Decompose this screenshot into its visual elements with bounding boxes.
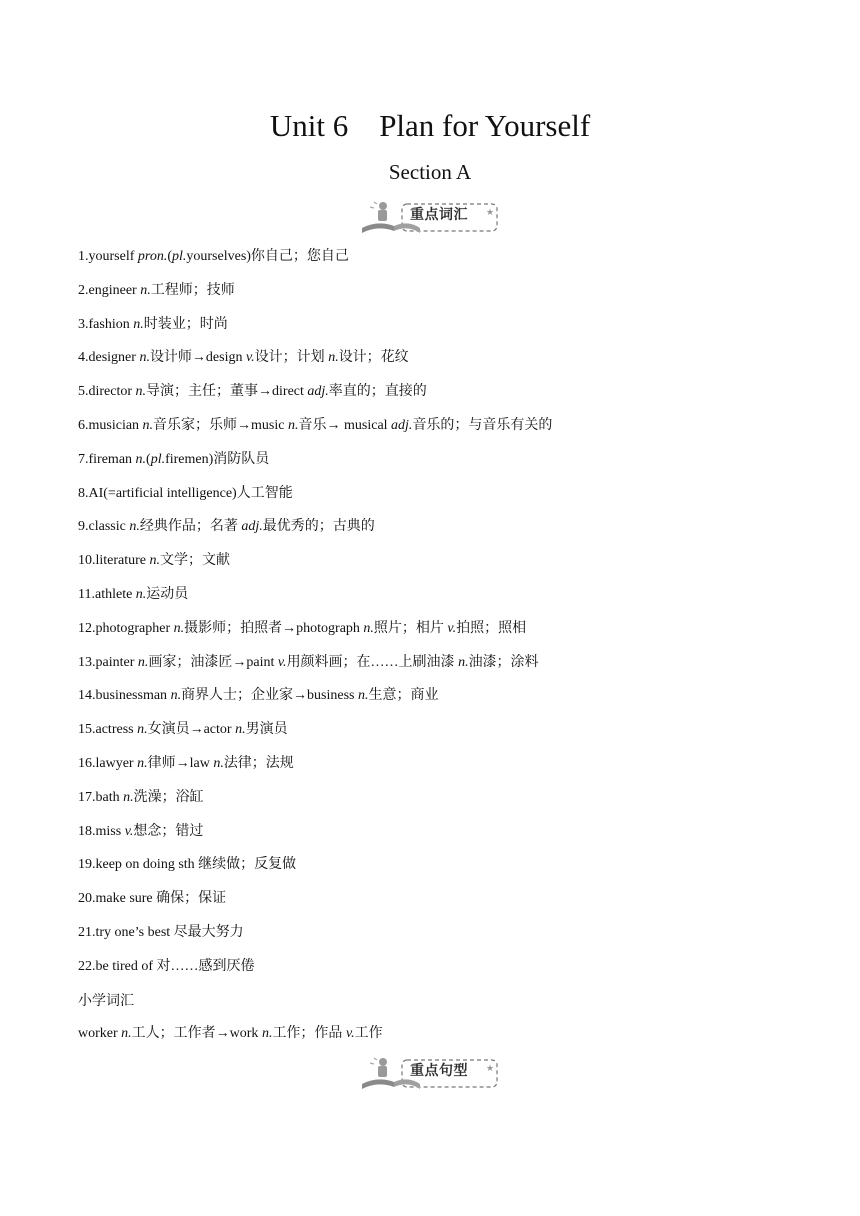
vocab-text: firemen)消防队员	[165, 451, 270, 467]
vocab-text: 律师→law	[147, 755, 214, 771]
vocab-text: 7.fireman	[78, 451, 136, 467]
part-of-speech: n.	[261, 1026, 273, 1042]
vocab-item	[78, 584, 798, 618]
vocab-item	[78, 821, 798, 855]
part-of-speech: n.	[235, 722, 246, 738]
part-of-speech: n.	[213, 755, 224, 771]
vocab-text: yourselves)你自己；您自己	[186, 249, 349, 264]
page-title: Unit 6 Plan for Yourself	[269, 108, 591, 143]
vocab-item	[78, 753, 798, 787]
vocab-item	[78, 685, 798, 719]
vocab-item	[78, 888, 798, 922]
vocab-item	[78, 1023, 798, 1057]
vocab-item	[78, 787, 798, 821]
vocab-item	[78, 550, 798, 584]
vocab-text: 14.businessman	[78, 688, 171, 704]
part-of-speech: n.	[358, 688, 369, 704]
part-of-speech: n.	[137, 722, 148, 738]
vocab-list	[78, 246, 798, 1057]
vocab-text: 运动员	[146, 586, 189, 602]
vocab-text: 17.bath	[78, 789, 124, 805]
vocab-text: 拍照；照相	[456, 620, 527, 636]
vocab-text: 用颜料画；在……上刷油漆	[286, 654, 459, 670]
vocab-text: 20.make sure 确保；保证	[78, 891, 227, 907]
vocab-banner-label: 重点词汇	[410, 207, 468, 223]
vocab-text: 文学；文献	[160, 553, 231, 569]
part-of-speech: n.	[133, 316, 144, 332]
vocab-text: 3.fashion	[78, 316, 134, 332]
part-of-speech: n.	[142, 417, 154, 433]
part-of-speech: v.	[124, 823, 134, 839]
vocab-item	[78, 652, 798, 686]
vocab-text: 油漆；涂料	[468, 654, 539, 670]
vocab-text: 设计；计划	[254, 350, 329, 366]
part-of-speech: n.	[139, 350, 150, 366]
vocab-text: 2.engineer	[78, 282, 141, 298]
vocab-text: 1.yourself	[78, 249, 138, 264]
vocab-text: 音乐家；乐师→music	[153, 417, 288, 433]
vocab-text: (	[167, 249, 172, 264]
vocab-item	[78, 618, 798, 652]
part-of-speech: v.	[246, 350, 255, 366]
vocab-text: 设计师→design	[149, 350, 246, 366]
vocab-item	[78, 719, 798, 753]
vocab-item	[78, 516, 798, 550]
vocab-text: 男演员	[245, 722, 288, 738]
vocab-text: 8.AI(=artificial intelligence)人工智能	[78, 485, 293, 501]
vocab-text: 15.actress	[78, 722, 138, 738]
part-of-speech: pl.	[172, 249, 187, 264]
vocab-item	[78, 246, 798, 280]
vocab-text: 经典作品；名著	[139, 519, 242, 535]
vocab-text: 6.musician	[78, 417, 143, 433]
part-of-speech: n.	[363, 620, 374, 636]
vocab-banner	[358, 198, 500, 236]
vocab-text: 率直的；直接的	[328, 384, 427, 400]
part-of-speech: v.	[277, 654, 287, 670]
part-of-speech: n.	[149, 553, 161, 569]
subheading-text: 小学词汇	[78, 992, 134, 1009]
vocab-text: (	[146, 451, 151, 467]
vocab-item	[78, 854, 798, 888]
part-of-speech: n.	[123, 789, 134, 805]
part-of-speech: v.	[447, 620, 457, 636]
vocab-text: 4.designer	[78, 350, 140, 366]
vocab-text: 工作	[354, 1026, 383, 1042]
sentences-banner	[358, 1054, 500, 1092]
vocab-text: 工人；工作者→work	[131, 1026, 262, 1042]
part-of-speech: n.	[458, 654, 469, 670]
vocab-item	[78, 415, 798, 449]
vocab-text: 生意；商业	[368, 688, 439, 704]
vocab-text: 法律；法规	[223, 755, 294, 771]
vocab-text: 最优秀的；古典的	[262, 519, 375, 535]
vocab-text: 16.lawyer	[78, 755, 138, 771]
sentences-banner-label: 重点句型	[410, 1063, 468, 1079]
vocab-text: 商界人士；企业家→business	[181, 688, 359, 704]
vocab-text: 9.classic	[78, 519, 130, 535]
part-of-speech: n.	[135, 586, 147, 602]
vocab-text: 12.photographer	[78, 620, 174, 636]
svg-text:★: ★	[486, 208, 495, 218]
vocab-text: 工程师；技师	[150, 282, 235, 298]
svg-text:★: ★	[486, 1064, 495, 1074]
vocab-text: 照片；相片	[373, 620, 448, 636]
part-of-speech: n.	[137, 654, 149, 670]
vocab-item	[78, 449, 798, 483]
vocab-text: 时装业；时尚	[143, 316, 228, 332]
vocab-text: 19.keep on doing sth 继续做；反复做	[78, 857, 297, 873]
part-of-speech: adj.	[307, 384, 329, 400]
part-of-speech: n.	[328, 350, 339, 366]
vocab-text: 工作；作品	[272, 1026, 346, 1042]
section-title: Section A	[388, 160, 472, 184]
vocab-text: 洗澡；浴缸	[133, 789, 204, 805]
part-of-speech: v.	[345, 1026, 355, 1042]
vocab-item	[78, 483, 798, 517]
vocab-item	[78, 922, 798, 956]
vocab-text: 音乐→ musical	[298, 417, 392, 433]
vocab-text: 21.try one’s best 尽最大努力	[78, 924, 244, 940]
vocab-text: worker	[78, 1026, 122, 1042]
vocab-text: 11.athlete	[78, 586, 136, 602]
vocab-item	[78, 381, 798, 415]
vocab-item	[78, 347, 798, 381]
part-of-speech: adj.	[241, 519, 263, 535]
vocab-item	[78, 280, 798, 314]
vocab-text: 13.painter	[78, 654, 138, 670]
vocab-text: 10.literature	[78, 553, 150, 569]
part-of-speech: n.	[173, 620, 185, 636]
vocab-item	[78, 956, 798, 990]
part-of-speech: pron.	[137, 249, 168, 264]
vocab-item	[78, 314, 798, 348]
part-of-speech: n.	[140, 282, 151, 298]
vocab-text: 设计；花纹	[338, 350, 409, 366]
vocab-text: 音乐的；与音乐有关的	[412, 417, 553, 433]
part-of-speech: n.	[137, 755, 148, 771]
vocab-text: 5.director	[78, 384, 136, 400]
part-of-speech: n.	[135, 451, 147, 467]
vocab-text: 22.be tired of 对……感到厌倦	[78, 958, 255, 974]
part-of-speech: n.	[121, 1026, 132, 1042]
vocab-text: 导演；主任；董事→direct	[146, 384, 308, 400]
vocab-text: 想念；错过	[133, 823, 204, 839]
part-of-speech: n.	[170, 688, 182, 704]
vocab-text: 画家；油漆匠→paint	[148, 654, 278, 670]
vocab-text: 女演员→actor	[147, 722, 236, 738]
part-of-speech: pl.	[150, 451, 166, 467]
vocab-text: 摄影师；拍照者→photograph	[184, 620, 364, 636]
part-of-speech: n.	[135, 384, 147, 400]
vocab-text: 18.miss	[78, 823, 125, 839]
part-of-speech: adj.	[391, 417, 413, 433]
vocab-subheading	[78, 990, 798, 1024]
part-of-speech: n.	[129, 519, 140, 535]
part-of-speech: n.	[288, 417, 299, 433]
